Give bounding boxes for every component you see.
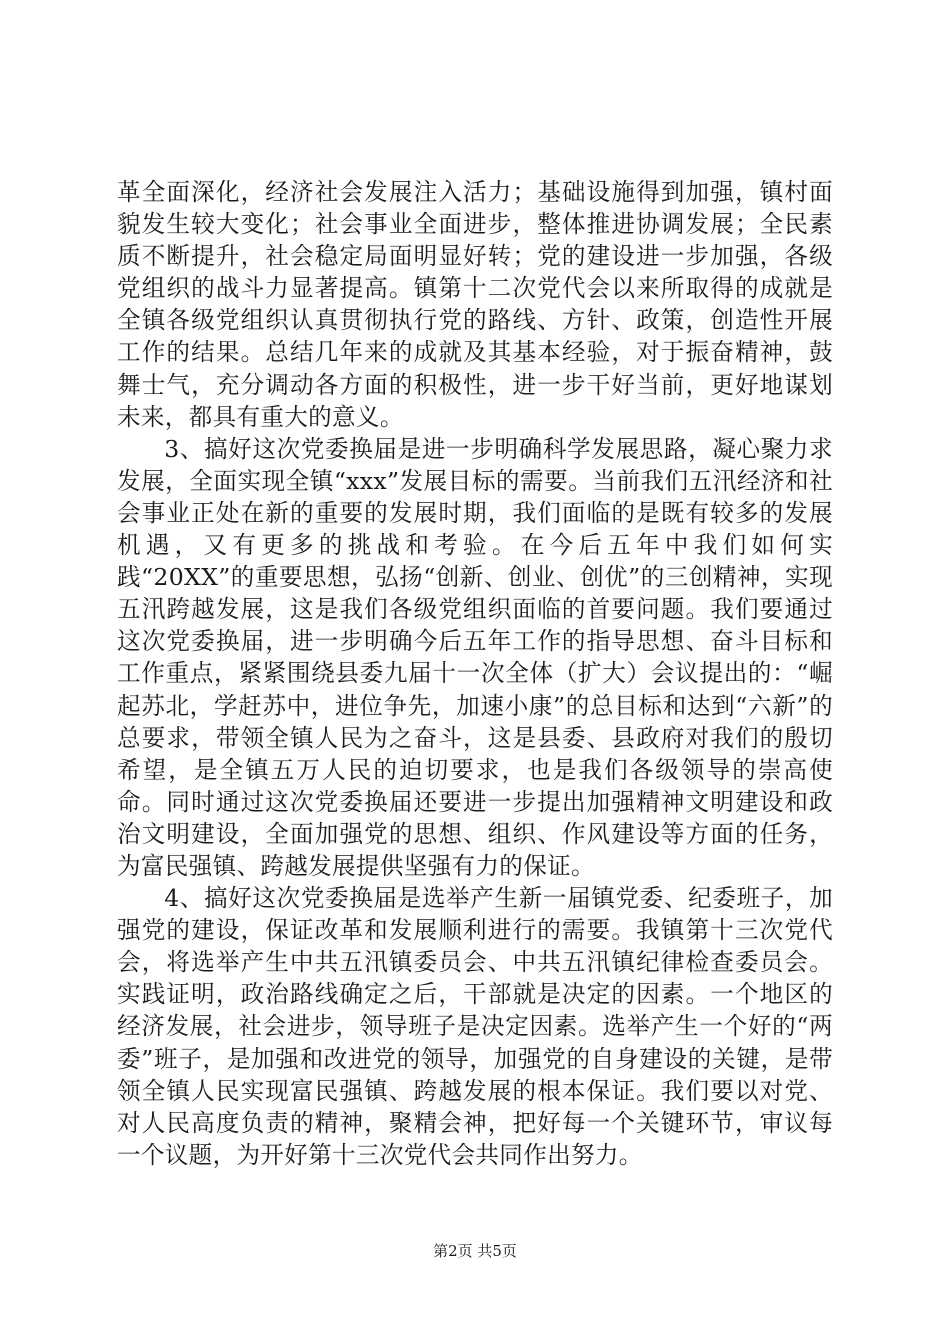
page-footer: 第2页 共5页 bbox=[433, 1242, 517, 1260]
paragraph-item-3: 3、搞好这次党委换届是进一步明确科学发展思路，凝心聚力求发展，全面实现全镇“xxx”发展目标的需要。当前我们五汛经济和社会事业正处在新的重要的发展时期，我们面临的是既有较多的发展机遇，又有更多的挑战和考验。在今后五年中我们如何实践“20XX”的重要思想，弘扬“创新、创业、创优”的三创精神，实现五汛跨越发展，这是我们各级党组织面临的首要问题。我们要通过这次党委换届，进一步明确今后五年工作的指导思想、奋斗目标和工作重点，紧紧围绕县委九届十一次全体（扩大）会议提出的：“崛起苏北，学赶苏中，进位争先，加速小康”的总目标和达到“六新”的总要求，带领全镇人民为之奋斗，这是县委、县政府对我们的殷切希望，是全镇五万人民的迫切要求，也是我们各级领导的崇高使命。同时通过这次党委换届还要进一步提出加强精神文明建设和政治文明建设，全面加强党的思想、组织、作风建设等方面的任务，为富民强镇、跨越发展提供坚强有力的保证。 bbox=[117, 434, 833, 880]
document-body bbox=[117, 176, 833, 1171]
paragraph-continuation: 革全面深化，经济社会发展注入活力；基础设施得到加强，镇村面貌发生较大变化；社会事业全面进步，整体推进协调发展；全民素质不断提升，社会稳定局面明显好转；党的建设进一步加强，各级党组织的战斗力显著提高。镇第十二次党代会以来所取得的成就是全镇各级党组织认真贯彻执行党的路线、方针、政策，创造性开展工作的结果。总结几年来的成就及其基本经验，对于振奋精神，鼓舞士气，充分调动各方面的积极性，进一步干好当前，更好地谋划未来，都具有重大的意义。 bbox=[117, 178, 833, 431]
paragraph-item-4: 4、搞好这次党委换届是选举产生新一届镇党委、纪委班子，加强党的建设，保证改革和发展顺利进行的需要。我镇第十三次党代会，将选举产生中共五汛镇委员会、中共五汛镇纪律检查委员会。实践证明，政治路线确定之后，干部就是决定的因素。一个地区的经济发展，社会进步，领导班子是决定因素。选举产生一个好的“两委”班子，是加强和改进党的领导，加强党的自身建设的关键，是带领全镇人民实现富民强镇、跨越发展的根本保证。我们要以对党、对人民高度负责的精神，聚精会神，把好每一个关键环节，审议每一个议题，为开好第十三次党代会共同作出努力。 bbox=[117, 884, 833, 1169]
